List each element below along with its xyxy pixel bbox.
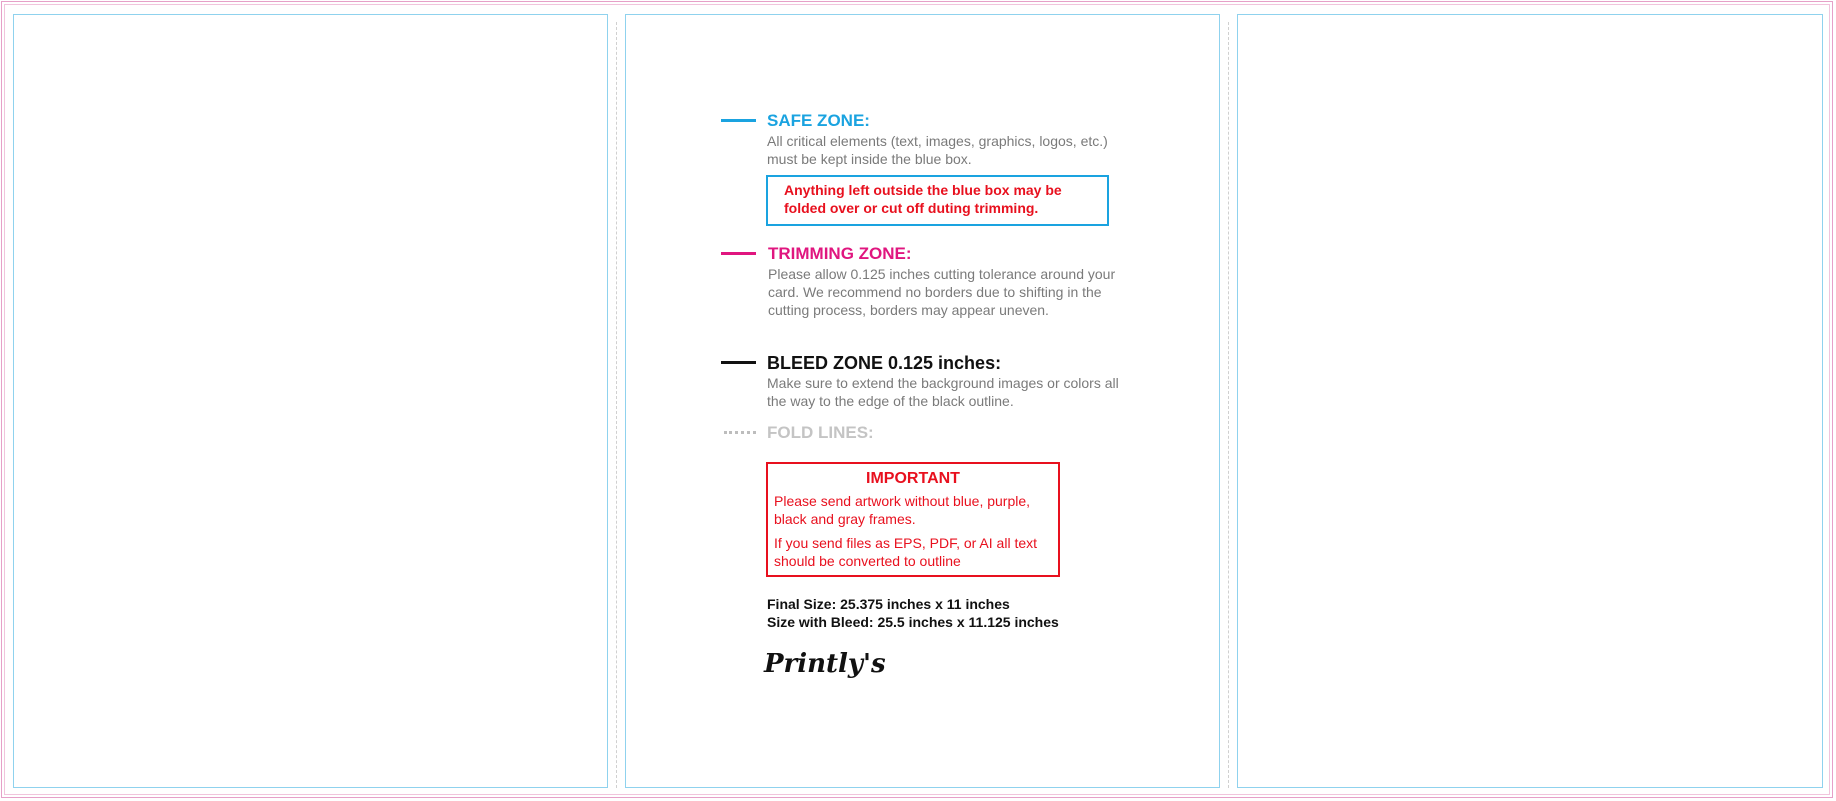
important-line-1: Please send artwork without blue, purple, black and gray frames.	[774, 493, 1031, 527]
panel-left	[13, 14, 608, 788]
important-title: IMPORTANT	[866, 470, 960, 487]
safe-zone-text: All critical elements (text, images, graphics, logos, etc.) must be kept inside the blue box.	[767, 133, 1108, 167]
trimming-zone-heading: TRIMMING ZONE:	[768, 244, 912, 263]
important-box	[766, 462, 1060, 577]
safe-zone-heading: SAFE ZONE:	[767, 111, 870, 130]
important-line-2: If you send files as EPS, PDF, or AI all text should be converted to outline	[774, 535, 1038, 569]
bleed-zone-swatch	[721, 361, 756, 364]
safe-zone-warning-box	[766, 175, 1109, 226]
printlys-logo	[762, 638, 886, 684]
logo-text: Printly's	[764, 649, 886, 679]
fold-lines-swatch	[724, 431, 756, 434]
fold-line-left	[616, 22, 617, 788]
bleed-zone-heading: BLEED ZONE 0.125 inches:	[767, 353, 1002, 373]
trimming-zone-swatch	[721, 252, 756, 255]
bleed-size: Size with Bleed: 25.5 inches x 11.125 inches	[767, 614, 1059, 630]
bleed-zone-text: Make sure to extend the background images or colors all the way to the edge of the black outline.	[767, 375, 1119, 409]
final-size: Final Size: 25.375 inches x 11 inches	[767, 596, 1010, 612]
fold-line-right	[1228, 22, 1229, 788]
panel-right	[1237, 14, 1823, 788]
trimming-zone-text: Please allow 0.125 inches cutting tolerance around your card. We recommend no borders due to shifting in the cutting process, borders may appear uneven.	[768, 266, 1116, 318]
safe-zone-swatch	[721, 119, 756, 122]
fold-lines-heading: FOLD LINES:	[767, 423, 874, 442]
safe-zone-warning: Anything left outside the blue box may be folded over or cut off duting trimming.	[784, 182, 1062, 216]
